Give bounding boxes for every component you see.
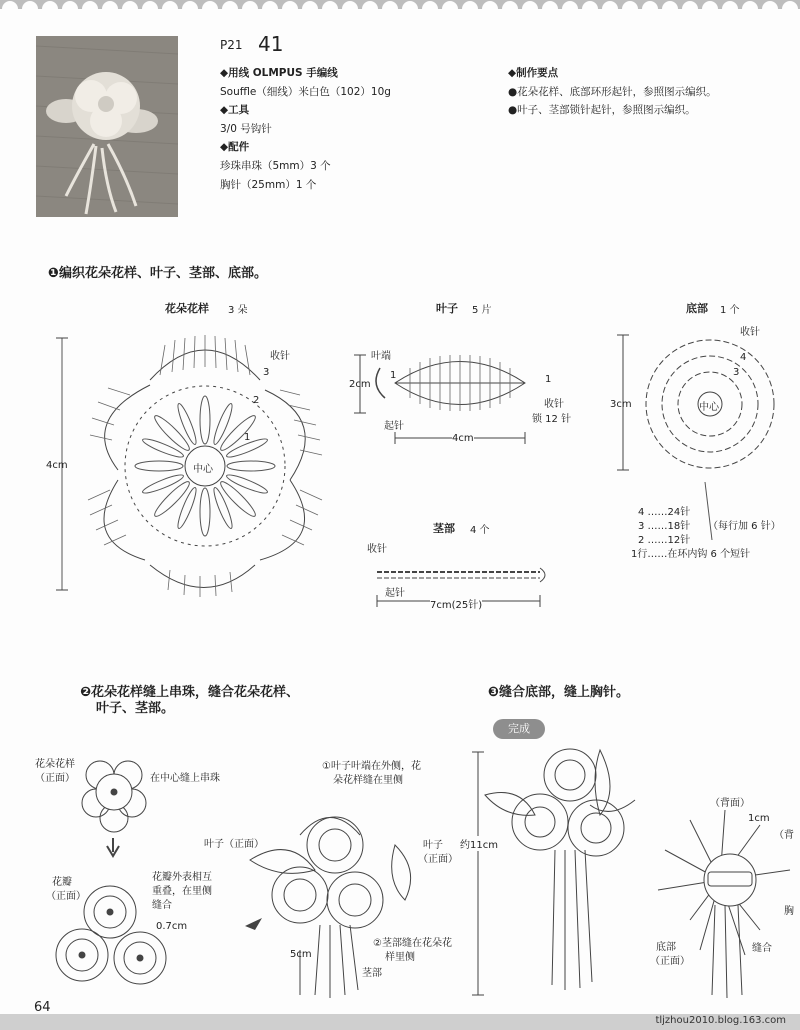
s3-len1: 1cm [748,813,770,824]
base-row-2: 2 ……12针 [638,535,691,546]
base-fasten: 收针 [740,327,760,338]
leaf-name: 叶子 [436,302,458,315]
leaf-fasten: 收针 [544,399,564,410]
step2-title-1: ❷花朵花样缝上串珠，缝合花朵花样、 [80,685,300,700]
flower-r3: 3 [263,367,270,378]
s2-overlap-1: 花瓣外表相互 [152,872,212,883]
stem-start: 起针 [385,588,405,599]
base-r3: 3 [733,367,740,378]
s2-gap: 0.7cm [156,921,188,932]
step3-title: ❸缝合底部，缝上胸针。 [488,685,630,700]
finished-bouquet [485,749,635,990]
base-center: 中心 [699,402,719,413]
step3-illustrations [472,749,790,998]
s3-back2: （背 [774,830,794,841]
step1-title: ❶编织花朵花样、叶子、茎部、底部。 [48,266,268,281]
flower-chart [56,335,322,597]
notes-title: ◆制作要点 [508,67,559,79]
s2-front-b: （正面） [46,891,86,902]
s2-note1b: 朵花样缝在里侧 [333,775,403,786]
leaf-r1-left: 1 [390,370,397,381]
yarn-label: ◆用线 OLMPUS 手编线 [220,67,338,79]
s2-front-c: （正面） [418,854,458,865]
flower-center: 中心 [193,464,213,475]
leaf-height: 2cm [349,379,371,390]
s2-leaf: 叶子 [423,840,443,851]
base-r4: 4 [740,352,747,363]
flower-r2: 2 [253,395,260,406]
step2-illustrations [56,761,411,998]
leaf-tip: 叶端 [371,351,391,362]
s2-note1a: ①叶子叶端在外侧，花 [322,761,421,772]
s2-front-a: （正面） [35,773,75,784]
pattern-number: 41 [258,32,284,56]
page-ref: P21 [220,38,243,52]
s2-sew-bead: 在中心缝上串珠 [150,773,220,784]
part-pearl: 珍珠串珠（5mm）3 个 [220,159,331,172]
base-name: 底部 [686,302,708,315]
s3-sew: 缝合 [752,943,772,954]
yarn-value: Souffle（细线）米白色（102）10g [220,85,391,98]
stem-length: 7cm(25针) [430,596,482,611]
base-row-1: 1行……在环内钩 6 个短针 [631,549,751,560]
base-count: 1 个 [720,305,740,316]
tool-value: 3/0 号钩针 [220,122,272,135]
page-number: 64 [34,1000,51,1015]
leaf-chain: 锁 12 针 [532,414,572,425]
done-badge: 完成 [493,719,545,739]
s3-height: 约11cm [460,836,498,851]
step2-title-2: 叶子、茎部。 [96,701,175,716]
flower-size: 4cm [46,460,68,471]
leaf-start: 起针 [384,421,404,432]
s2-note2a: ②茎部缝在花朵花 [373,938,452,949]
base-row-4: 4 ……24针 [638,507,691,518]
part-brooch: 胸针（25mm）1 个 [220,178,317,191]
base-increase: （每行加 6 针） [708,521,781,532]
back-view [658,810,790,998]
stem-fasten: 收针 [367,544,387,555]
note-2: ●叶子、茎部锁针起针，参照图示编织。 [508,104,696,117]
base-row-3: 3 ……18针 [638,521,691,532]
s2-note2b: 样里侧 [385,952,415,963]
bouquet [250,817,411,998]
stem-name: 茎部 [433,522,455,535]
s2-len5: 5cm [290,949,312,960]
s3-base: 底部 [656,942,676,953]
base-size: 3cm [610,399,632,410]
s3-back: （背面） [710,798,750,809]
single-flower [82,761,146,832]
s2-leaf-front: 叶子（正面） [204,839,264,850]
parts-label: ◆配件 [220,141,250,154]
tool-label: ◆工具 [220,104,250,117]
leaf-r1-right: 1 [545,374,552,385]
s3-brooch: 胸 [784,906,794,917]
s2-flower-front: 花朵花样 [35,759,75,770]
note-1: ●花朵花样、底部环形起针，参照图示编织。 [508,85,717,98]
s2-petal: 花瓣 [52,877,72,888]
s2-stem: 茎部 [362,968,382,979]
source-watermark: tljzhou2010.blog.163.com [655,1015,786,1026]
leaf-chart [354,355,525,444]
s3-base-front: （正面） [650,956,690,967]
s2-overlap-2: 重叠，在里侧 [152,886,212,897]
leaf-width: 4cm [452,433,474,444]
flower-count: 3 朵 [228,305,248,316]
flower-r1: 1 [244,432,251,443]
leaf-count: 5 片 [472,305,492,316]
s2-overlap-3: 缝合 [152,900,172,911]
flower-name: 花朵花样 [165,302,209,315]
flower-fasten: 收针 [270,351,290,362]
stem-count: 4 个 [470,525,490,536]
